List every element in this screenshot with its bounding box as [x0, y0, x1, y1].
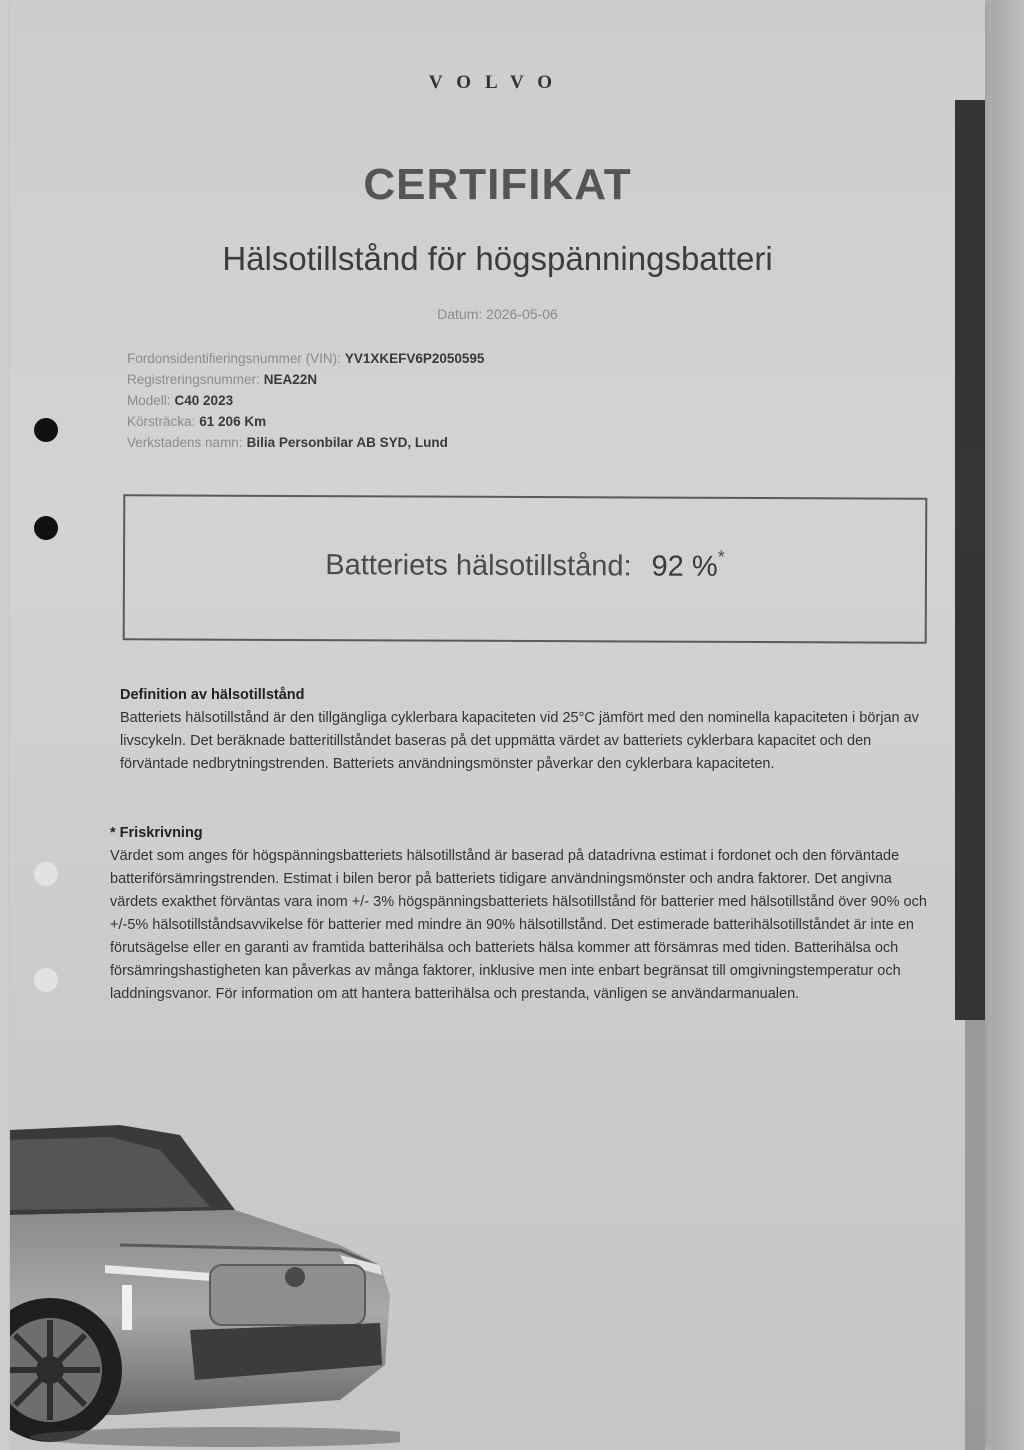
- car-illustration: [10, 1115, 400, 1450]
- footnote-mark: *: [717, 546, 725, 567]
- model-row: [127, 390, 484, 411]
- battery-health-box: [123, 494, 928, 644]
- punch-hole: [34, 516, 58, 540]
- disclaimer-heading: * Friskrivning: [110, 825, 203, 841]
- disclaimer-body: Värdet som anges för högspänningsbatteriets hälsotillstånd är baserad på datadrivna estimat i fordonet och den förväntade batteriförsämringstrenden. Estimat i bilen beror på batteriets tidigare användningsmönster och andra faktorer. Det angivna värdets exakthet förväntas vara inom +/- 3% högspänningsbatteriets hälsotillstånd för batterier med hälsotillstånd över 90% och +/-5% hälsotillståndsavvikelse för batterier med mindre än 90% hälsotillstånd. Det estimerade batterihälsotillståndet är inte en förutsägelse eller en garanti av framtida batterihälsa och batteriets hälsa kommer att försämras med tiden. Batterihälsa och försämringshastigheten kan påverkas av många faktorer, inklusive men inte enbart begränsat till omgivningstemperatur och laddningsvanor. För information om att hantera batterihälsa och prestanda, vänligen se användarmanualen.: [110, 848, 927, 1002]
- battery-health-value: 92 %: [651, 550, 718, 583]
- workshop-value: Bilia Personbilar AB SYD, Lund: [246, 435, 448, 450]
- punch-hole: [34, 418, 58, 442]
- mileage-row: [127, 411, 484, 432]
- vin-value: YV1XKEFV6P2050595: [344, 351, 485, 366]
- model-label: Modell:: [127, 393, 171, 408]
- vin-row: [127, 348, 484, 369]
- certificate-subtitle: Hälsotillstånd för högspänningsbatteri: [222, 240, 773, 277]
- mileage-label: Körsträcka:: [127, 414, 196, 429]
- battery-health-label: Batteriets hälsotillstånd:: [325, 549, 632, 583]
- background-edge: [955, 100, 985, 1020]
- background-edge-lower: [965, 1020, 985, 1450]
- definition-heading: Definition av hälsotillstånd: [120, 687, 305, 703]
- punch-hole-faint: [34, 862, 58, 886]
- battery-health-line: [125, 548, 925, 584]
- certificate-title: CERTIFIKAT: [363, 160, 632, 209]
- registration-label: Registreringsnummer:: [127, 372, 260, 387]
- model-value: C40 2023: [174, 393, 234, 408]
- workshop-row: [127, 432, 484, 453]
- vehicle-info: [127, 348, 484, 453]
- workshop-label: Verkstadens namn:: [127, 435, 243, 450]
- punch-hole-faint: [34, 968, 58, 992]
- volvo-logo: VOLVO: [428, 72, 567, 93]
- mileage-value: 61 206 Km: [199, 414, 267, 429]
- vin-label: Fordonsidentifieringsnummer (VIN):: [127, 351, 341, 366]
- definition-body: Batteriets hälsotillstånd är den tillgängliga cyklerbara kapaciteten vid 25°C jämfört med den nominella kapaciteten i början av livscykeln. Det beräknade batteritillståndet baseras på det uppmätta värdet av batteriets cyklerbara kapacitet och den förväntade nedbrytningstrenden. Batteriets användningsmönster påverkar den cyklerbara kapaciteten.: [120, 710, 919, 772]
- registration-row: [127, 369, 484, 390]
- definition-section: [120, 684, 926, 776]
- certificate-sheet: [10, 0, 985, 1450]
- registration-value: NEA22N: [263, 372, 318, 387]
- disclaimer-section: [110, 822, 940, 1006]
- certificate-date: Datum: 2026-05-06: [437, 306, 558, 322]
